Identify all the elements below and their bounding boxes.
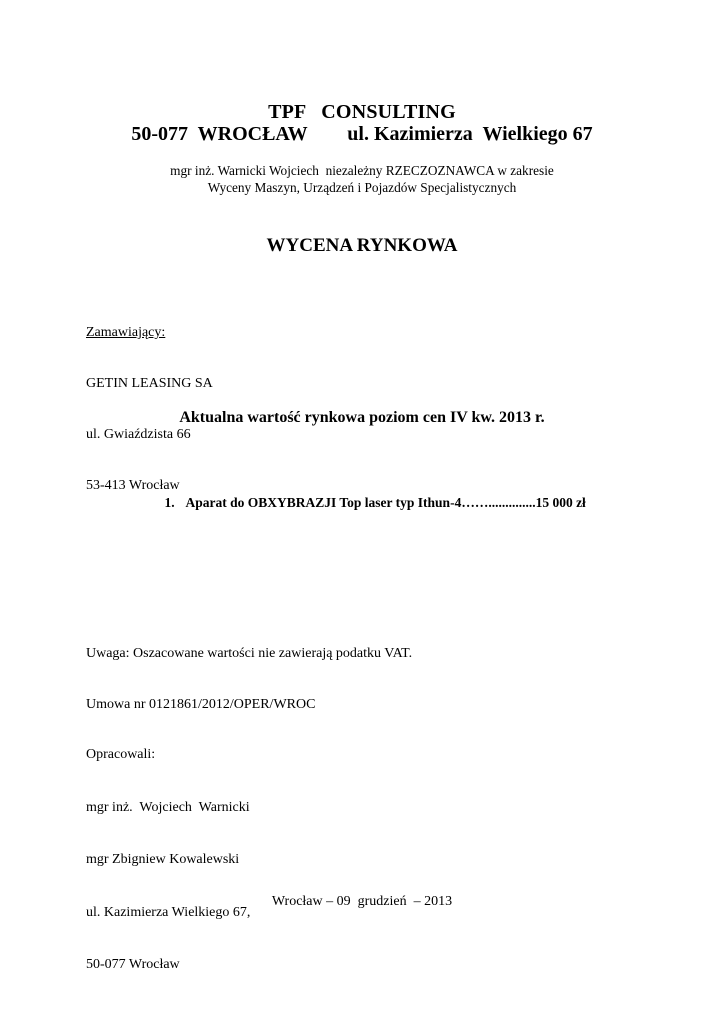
- vat-note: Uwaga: Oszacowane wartości nie zawierają podatku VAT.: [86, 646, 413, 661]
- company-address: 50-077 WROCŁAW ul. Kazimierza Wielkiego 67: [131, 123, 593, 145]
- client-label: Zamawiający:: [86, 325, 166, 340]
- valuation-heading: Aktualna wartość rynkowa poziom cen IV kw. 2013 r.: [179, 409, 545, 426]
- place-and-date: Wrocław – 09 grudzień – 2013: [271, 894, 453, 909]
- valuation-item-number: 1.: [164, 495, 175, 510]
- company-name: TPF CONSULTING: [268, 101, 456, 123]
- client-city: 53-413 Wrocław: [86, 478, 180, 493]
- document-title: WYCENA RYNKOWA: [266, 235, 458, 256]
- preparer-street: ul. Kazimierza Wielkiego 67,: [86, 904, 251, 920]
- valuation-item-text: Aparat do OBXYBRAZJI Top laser typ Ithun-4……..............15 000 zł: [185, 495, 586, 510]
- appraiser-line-2: Wyceny Maszyn, Urządzeń i Pojazdów Specjalistycznych: [207, 180, 517, 195]
- client-street: ul. Gwiaździsta 66: [86, 427, 191, 442]
- contract-number: Umowa nr 0121861/2012/OPER/WROC: [86, 697, 316, 712]
- preparer-1: mgr inż. Wojciech Warnicki: [86, 799, 250, 815]
- preparer-city: 50-077 Wrocław: [86, 957, 180, 972]
- prepared-by-block: [86, 711, 250, 1009]
- valuation-item: [151, 479, 586, 527]
- prepared-by-label: Opracowali:: [86, 747, 156, 762]
- client-name: GETIN LEASING SA: [86, 376, 213, 391]
- preparer-2: mgr Zbigniew Kowalewski: [86, 852, 240, 867]
- appraiser-line-1: mgr inż. Warnicki Wojciech niezależny RZECZOZNAWCA w zakresie: [170, 163, 554, 178]
